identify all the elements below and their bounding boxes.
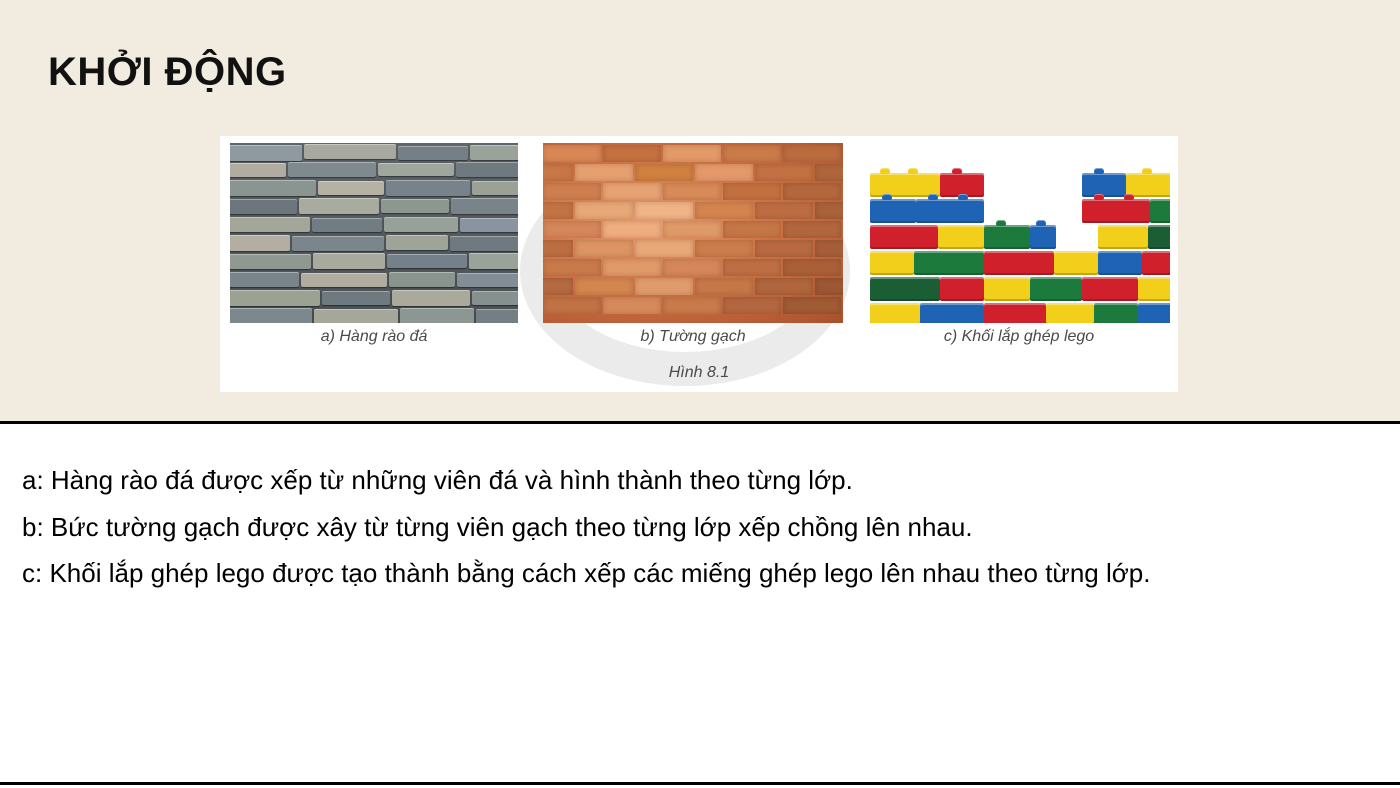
figure-caption-b: b) Tường gạch [640, 328, 746, 345]
figure-card [220, 136, 1178, 392]
answer-b: b: Bức tường gạch được xây từ từng viên gạch theo từng lớp xếp chồng lên nhau. [22, 511, 973, 542]
answers-section [0, 424, 1400, 785]
figure-captions-row [230, 328, 1170, 346]
stone-wall-image [230, 143, 518, 323]
brick-wall-image [543, 143, 843, 323]
figure-caption-a: a) Hàng rào đá [320, 328, 428, 345]
answer-c: c: Khối lắp ghép lego được tạo thành bằng cách xếp các miếng ghép lego lên nhau theo từng lớp. [22, 558, 1151, 589]
figure-label: Hình 8.1 [668, 364, 730, 381]
lego-blocks-image [868, 143, 1170, 323]
figure-images-row [230, 143, 1170, 323]
page-title: KHỞI ĐỘNG [48, 50, 287, 94]
figure-caption-c: c) Khối lắp ghép lego [943, 328, 1095, 345]
answer-a: a: Hàng rào đá được xếp từ những viên đá và hình thành theo từng lớp. [22, 465, 853, 495]
